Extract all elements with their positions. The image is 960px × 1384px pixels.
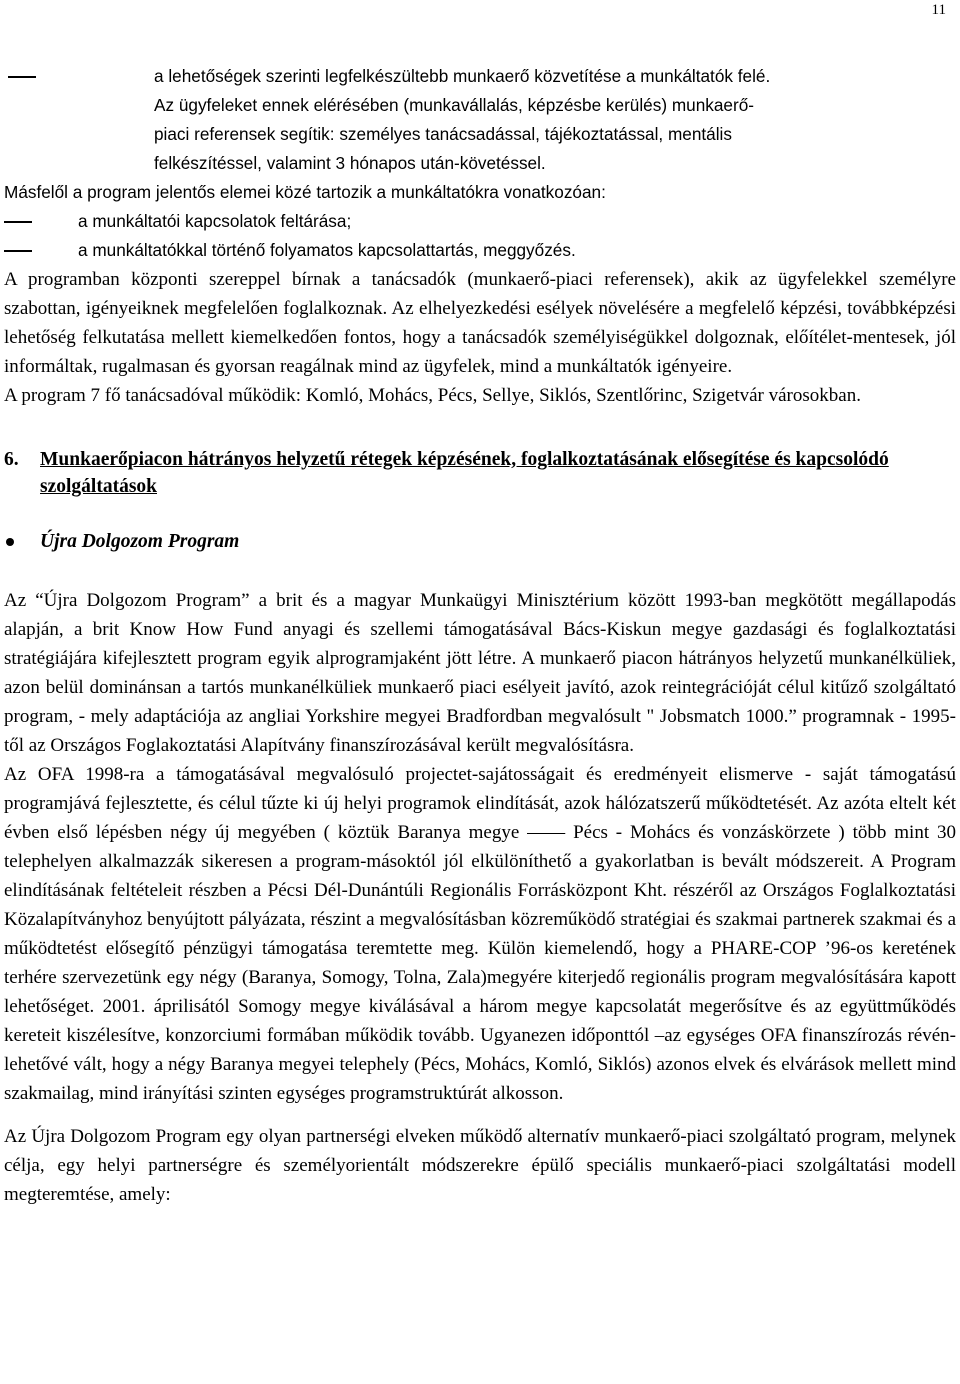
dash-item-line: Az ügyfeleket ennek elérésében (munkavállalás, képzésbe kerülés) munkaerő- — [154, 95, 754, 115]
dash-list-item — [4, 62, 956, 178]
advisors-paragraph: A programban központi szereppel bírnak a tanácsadók (munkaerő-piaci referensek), akik az ügyfelekkel személyre szabottan, igényeiknek megfelelően foglalkoznak. Az elhelyezkedési esélyek növelésére a megfelelő képzési, továbbképzési lehetőség felkutatása mellett kiemelkedően fontos, hogy a tanácsadók személyiségükkel dolgoznak, előítélet-mentesek, jól informáltak, rugalmasan és gyorsan reagálnak mind az ügyfelek, mind a munkáltatók igényeire. — [4, 269, 956, 377]
section-title: Munkaerőpiacon hátrányos helyzetű rétegek képzésének, foglalkoztatásának elősegítése és kapcsolódó szolgáltatások — [40, 449, 889, 497]
employer-item — [4, 207, 956, 236]
employer-item-text: a munkáltatói kapcsolatok feltárása; — [78, 211, 352, 231]
document-body — [4, 62, 956, 1209]
section-heading — [4, 446, 956, 500]
program-title: Újra Dolgozom Program — [40, 531, 240, 552]
cities-paragraph: A program 7 fő tanácsadóval működik: Komló, Mohács, Pécs, Sellye, Siklós, Szentlőrinc, Szigetvár városokban. — [4, 385, 861, 406]
dash-item-line: piaci referensek segítik: személyes tanácsadással, tájékoztatással, mentális — [154, 124, 732, 144]
body-paragraph: Az “Újra Dolgozom Program” a brit és a magyar Munkaügyi Minisztérium között 1993-ban megkötött megállapodás alapján, a brit Know How Fund anyagi és szellemi támogatásával Bács-Kiskun megye gazdasági és foglalkoztatási stratégiájára kifejlesztett program egyik alprogramjaként jött létre. A munkaerő piacon hátrányos helyzetű munkanélküliek, azon belül dominánsan a tartós munkanélküliek munkaerő piaci esélyeit javító, azok reintegrációját célul kitűző szolgáltató program, - mely adaptációja az angliai Yorkshire megyei Bradfordban megvalósult " Jobsmatch 1000.” programnak - 1995-től az Országos Foglakoztatási Alapítvány finanszírozásával került megvalósításra. — [4, 590, 956, 756]
intro-employers: Másfelől a program jelentős elemei közé tartozik a munkáltatókra vonatkozóan: — [4, 182, 606, 202]
dash-icon — [8, 76, 36, 78]
program-title-item — [4, 528, 956, 556]
paragraph-gap — [4, 1108, 956, 1122]
dash-item-line: felkészítéssel, valamint 3 hónapos után-követéssel. — [154, 153, 546, 173]
dash-icon — [4, 221, 32, 223]
dash-item-line: a lehetőségek szerinti legfelkészültebb munkaerő közvetítése a munkáltatók felé. — [154, 66, 771, 86]
body-paragraph: Az Újra Dolgozom Program egy olyan partnerségi elveken működő alternatív munkaerő-piaci szolgáltató program, melynek célja, egy helyi partnerségre és személyorientált módszerekre épülő speciális munkaerő-piaci szolgáltatási modell megteremtése, amely: — [4, 1126, 956, 1205]
page-number: 11 — [931, 2, 946, 18]
employer-item — [4, 236, 956, 265]
employer-item-text: a munkáltatókkal történő folyamatos kapcsolattartás, meggyőzés. — [78, 240, 576, 260]
section-number: 6. — [4, 449, 19, 470]
bullet-icon — [6, 538, 14, 546]
dash-icon — [4, 250, 32, 252]
body-paragraph: Az OFA 1998-ra a támogatásával megvalósuló projectet-sajátosságait és eredményeit elismerve - saját támogatású programjává fejlesztette, és célul tűzte ki új helyi programok elindítását, azok hálózatszerű működtetését. Az azóta eltelt két évben első lépésben négy új megyében ( köztük Baranya megye —— Pécs - Mohács és vonzáskörzete ) több mint 30 telephelyen alkalmazzák sikeresen a program-másoktól jól elkülöníthető a gyakorlatban is bevált módszereit. A Program elindításának feltételeit részben a Pécsi Dél-Dunántúli Regionális Forrásközpont Kht. részéről az Országos Foglalkoztatási Közalapítványhoz benyújtott pályázata, részint a megvalósításban közreműködő stratégiai és szakmai partnerek szakmai és a működtetést elősegítő pénzügyi támogatása teremtette meg. Külön kiemelendő, hogy a PHARE-COP ’96-os keretének terhére szervezetünk egy négy (Baranya, Somogy, Tolna, Zala)megyére kiterjedő regionális program megvalósítására kapott lehetőséget. 2001. áprilisától Somogy megye kiválásával a három megye kapcsolatát megerősítve és az együttműködés kereteit kiszélesítve, konzorciumi formában működik tovább. Ugyanezen időponttól –az egységes OFA finanszírozás révén- lehetővé vált, hogy a négy Baranya megyei telephely (Pécs, Mohács, Komló, Siklós) azonos elvek és elvárások mellett mind szakmailag, mind irányítási szinten egységes programstruktúrát alkosson. — [4, 764, 956, 1104]
